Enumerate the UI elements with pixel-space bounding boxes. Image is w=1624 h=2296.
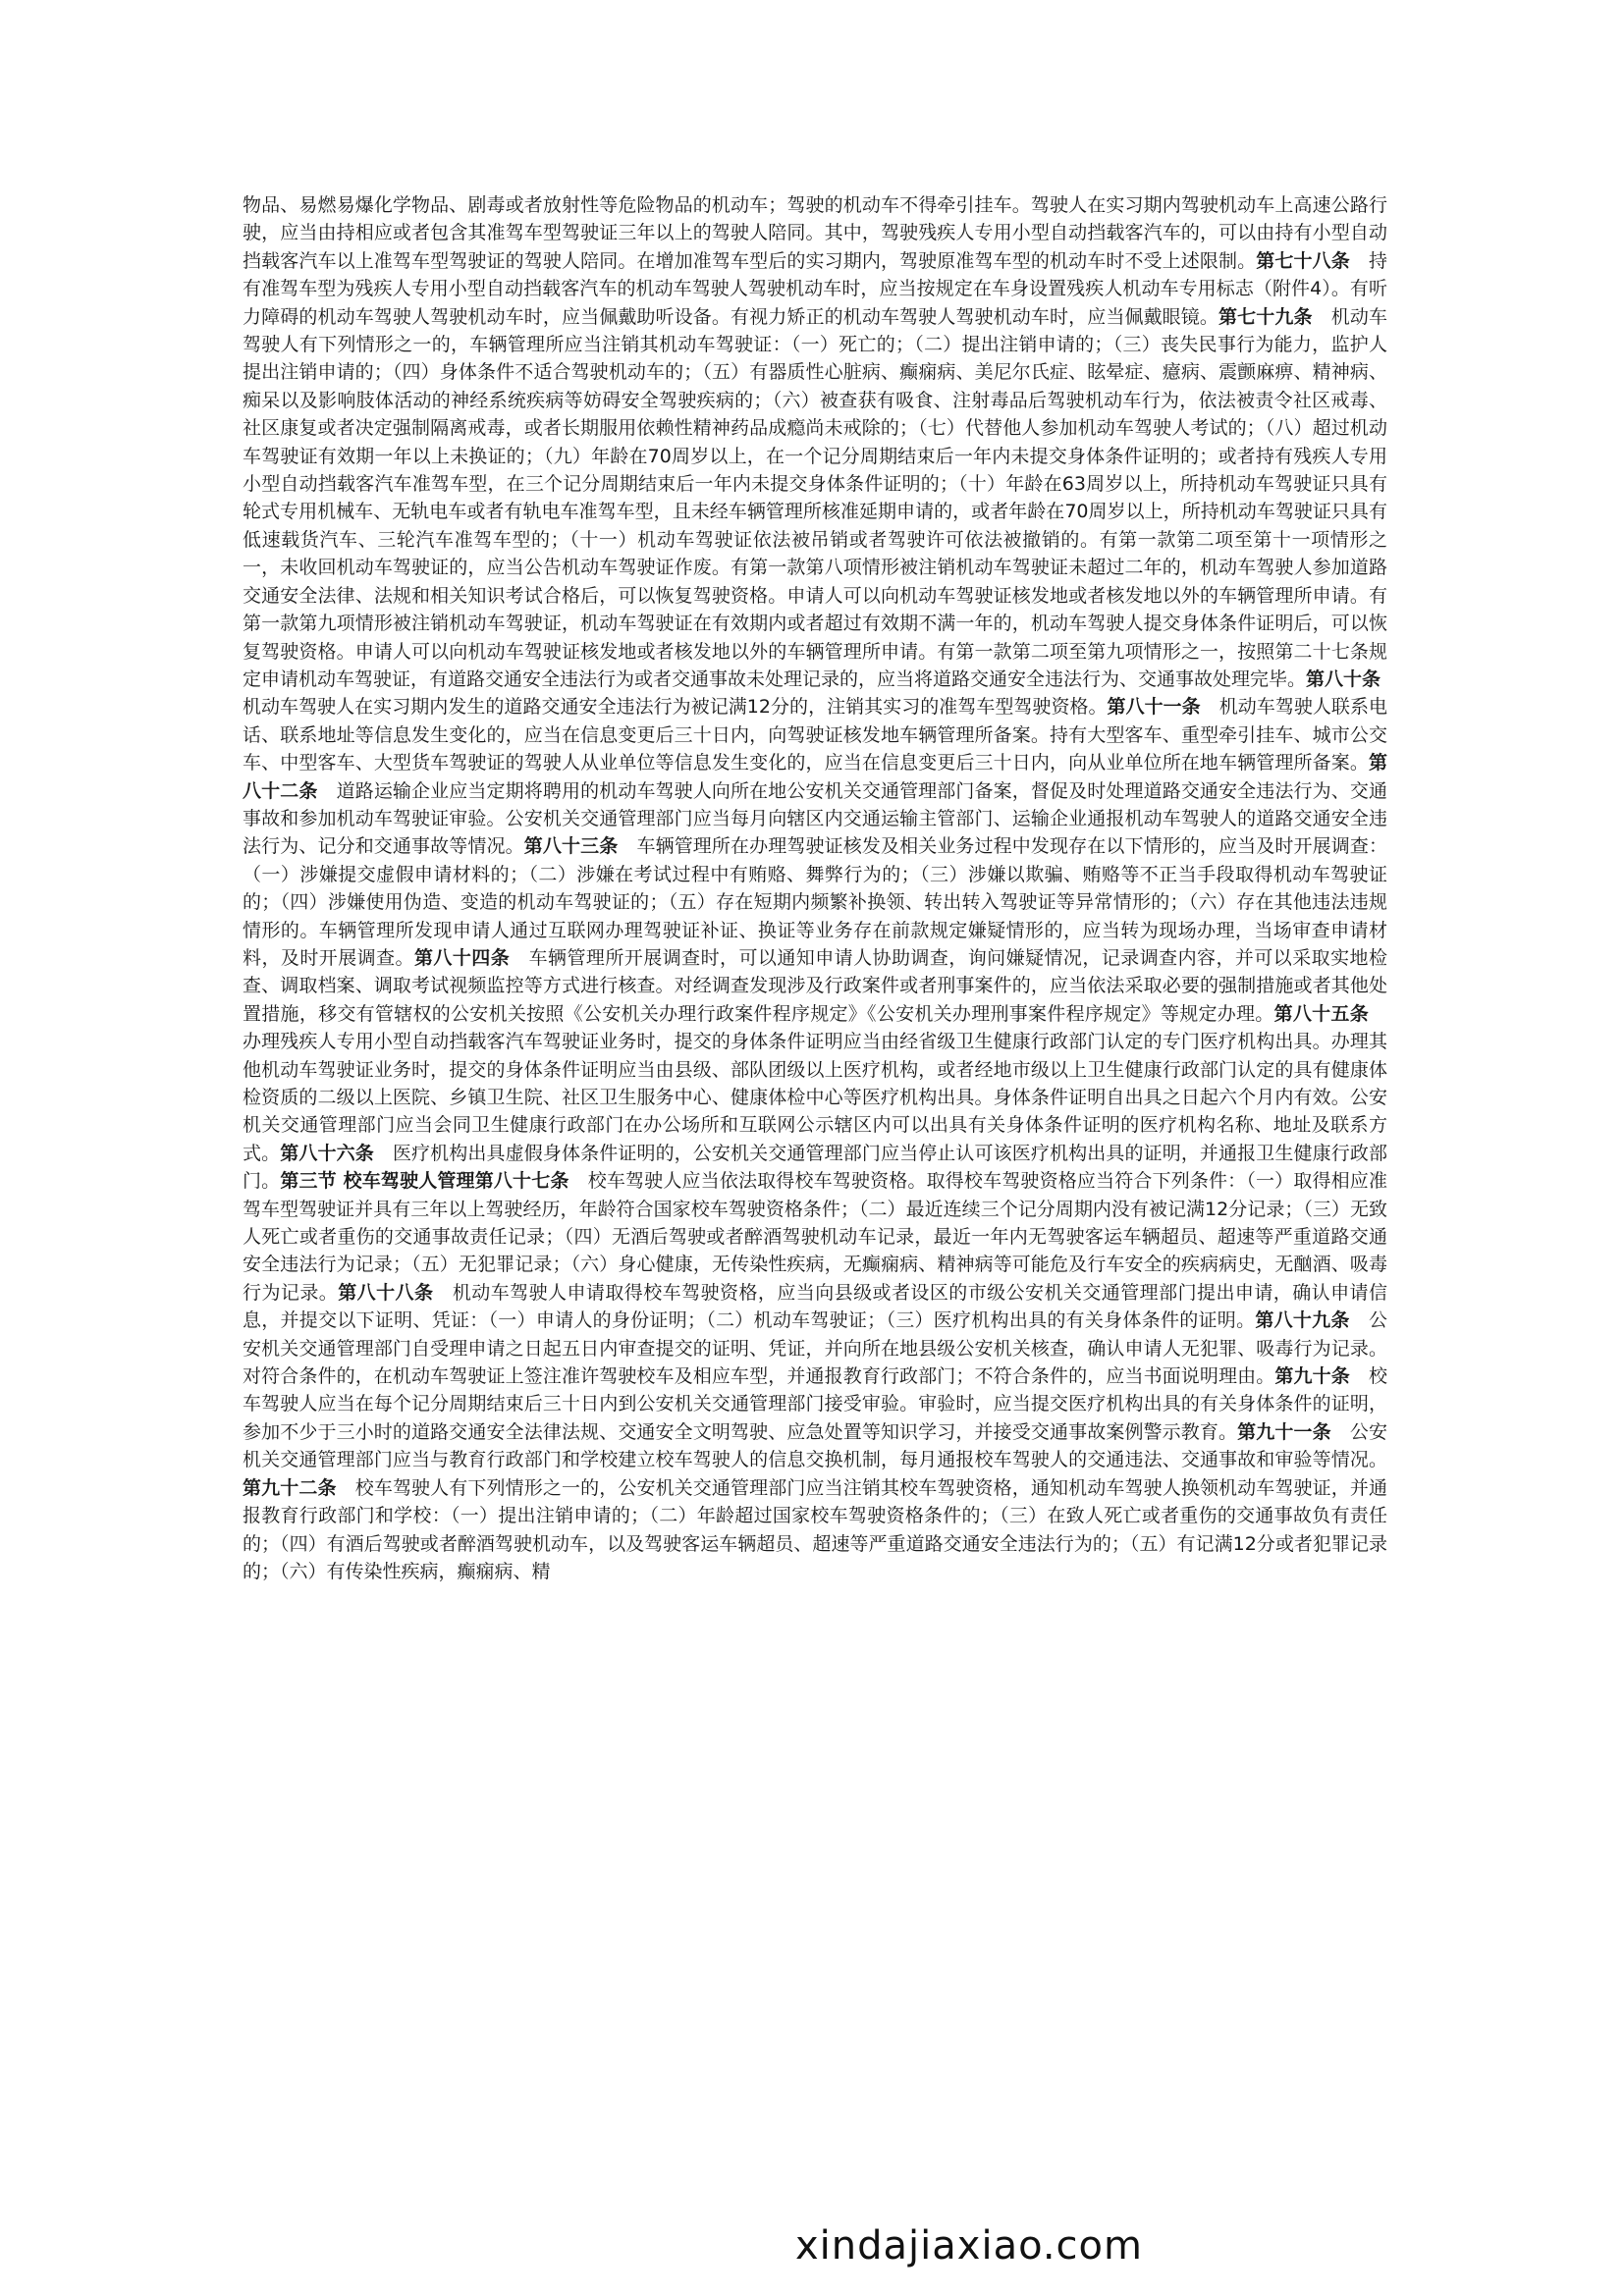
article-heading: 第八十二条 — [243, 752, 1387, 802]
article-text: 持有准驾车型为残疾人专用小型自动挡载客汽车的机动车驾驶人驾驶机动车时，应当按规定在车身设置残疾人机动车专用标志（附件4）。有听力障碍的机动车驾驶人驾驶机动车时，应当佩戴助听设备。有视力矫正的机动车驾驶人驾驶机动车时，应当佩戴眼镜。 — [243, 249, 1387, 328]
article-heading: 第八十条 — [1306, 667, 1381, 690]
article-heading: 第七十八条 — [1256, 249, 1350, 272]
article-text: 道路运输企业应当定期将聘用的机动车驾驶人向所在地公安机关交通管理部门备案，督促及时处理道路交通安全违法行为、交通事故和参加机动车驾驶证审验。公安机关交通管理部门应当每月向辖区内交通运输主管部门、运输企业通报机动车驾驶人的道路交通安全违法行为、记分和交通事故等情况。 — [243, 779, 1387, 858]
article-text: 车辆管理所在办理驾驶证核发及相关业务过程中发现存在以下情形的，应当及时开展调查：（一）涉嫌提交虚假申请材料的；（二）涉嫌在考试过程中有贿赂、舞弊行为的；（三）涉嫌以欺骗、贿赂等不正当手段取得机动车驾驶证的；（四）涉嫌使用伪造、变造的机动车驾驶证的；（五）存在短期内频繁补换领、转出转入驾驶证等异常情形的；（六）存在其他违法违规情形的。车辆管理所发现申请人通过互联网办理驾驶证补证、换证等业务存在前款规定嫌疑情形的，应当转为现场办理，当场审查申请材料，及时开展调查。 — [243, 835, 1387, 969]
article-text: 校车驾驶人有下列情形之一的，公安机关交通管理部门应当注销其校车驾驶资格，通知机动车驾驶人换领机动车驾驶证，并通报教育行政部门和学校：（一）提出注销申请的；（二）年龄超过国家校车驾驶资格条件的；（三）在致人死亡或者重伤的交通事故负有责任的；（四）有酒后驾驶或者醉酒驾驶机动车，以及驾驶客运车辆超员、超速等严重道路交通安全违法行为的；（五）有记满12分或者犯罪记录的；（六）有传染性疾病，癫痫病、精 — [243, 1476, 1387, 1582]
regulation-body-text — [243, 191, 1400, 1585]
article-heading: 第七十九条 — [1218, 305, 1313, 328]
article-heading: 第九十二条 — [243, 1476, 337, 1499]
article-heading: 第八十三条 — [523, 835, 619, 858]
article-heading: 第八十六条 — [280, 1142, 374, 1164]
article-text: 车辆管理所开展调查时，可以通知申请人协助调查，询问嫌疑情况，记录调查内容，并可以采取实地检查、调取档案、调取考试视频监控等方式进行核查。对经调查发现涉及行政案件或者刑事案件的，应当依法采取必要的强制措施或者其他处置措施，移交有管辖权的公安机关按照《公安机关办理行政案件程序规定》《公安机关办理刑事案件程序规定》等规定办理。 — [243, 946, 1387, 1025]
article-text: 校车驾驶人应当依法取得校车驾驶资格。取得校车驾驶资格应当符合下列条件：（一）取得相应准驾车型驾驶证并具有三年以上驾驶经历，年龄符合国家校车驾驶资格条件；（二）最近连续三个记分周期内没有被记满12分记录；（三）无致人死亡或者重伤的交通事故责任记录；（四）无酒后驾驶或者醉酒驾驶机动车记录，最近一年内无驾驶客运车辆超员、超速等严重道路交通安全违法行为记录；（五）无犯罪记录；（六）身心健康，无传染性疾病，无癫痫病、精神病等可能危及行车安全的疾病病史，无酗酒、吸毒行为记录。 — [243, 1170, 1387, 1304]
article-text: 公安机关交通管理部门应当与教育行政部门和学校建立校车驾驶人的信息交换机制，每月通报校车驾驶人的交通违法、交通事故和审验等情况。 — [243, 1420, 1387, 1471]
article-heading: 第八十八条 — [338, 1281, 434, 1304]
article-text: 校车驾驶人应当在每个记分周期结束后三十日内到公安机关交通管理部门接受审验。审验时，应当提交医疗机构出具的有关身体条件的证明，参加不少于三小时的道路交通安全法律法规、交通安全文明驾驶、应急处置等知识学习，并接受交通事故案例警示教育。 — [243, 1365, 1387, 1443]
article-heading: 第八十一条 — [1107, 696, 1201, 719]
article-text: 公安机关交通管理部门自受理申请之日起五日内审查提交的证明、凭证，并向所在地县级公安机关核查，确认申请人无犯罪、吸毒行为记录。对符合条件的，在机动车驾驶证上签注准许驾驶校车及相应车型，并通报教育行政部门；不符合条件的，应当书面说明理由。 — [243, 1309, 1387, 1388]
article-text: 办理残疾人专用小型自动挡载客汽车驾驶证业务时，提交的身体条件证明应当由经省级卫生健康行政部门认定的专门医疗机构出具。办理其他机动车驾驶证业务时，提交的身体条件证明应当由县级、部队团级以上医疗机构，或者经地市级以上卫生健康行政部门认定的具有健康体检资质的二级以上医院、乡镇卫生院、社区卫生服务中心、健康体检中心等医疗机构出具。身体条件证明自出具之日起六个月内有效。公安机关交通管理部门应当会同卫生健康行政部门在办公场所和互联网公示辖区内可以出具有关身体条件证明的医疗机构名称、地址及联系方式。 — [243, 1002, 1387, 1164]
article-text: 机动车驾驶人在实习期内发生的道路交通安全违法行为被记满12分的，注销其实习的准驾车型驾驶资格。 — [243, 667, 1400, 719]
article-text: 机动车驾驶人联系电话、联系地址等信息发生变化的，应当在信息变更后三十日内，向驾驶证核发地车辆管理所备案。持有大型客车、重型牵引挂车、城市公交车、中型客车、大型货车驾驶证的驾驶人从业单位等信息发生变化的，应当在信息变更后三十日内，向从业单位所在地车辆管理所备案。 — [243, 696, 1387, 774]
article-heading: 第九十一条 — [1237, 1420, 1331, 1443]
site-watermark-url: xindajiaxiao.com — [795, 2223, 1143, 2269]
article-text: 机动车驾驶人申请取得校车驾驶资格，应当向县级或者设区的市级公安机关交通管理部门提出申请，确认申请信息，并提交以下证明、凭证：（一）申请人的身份证明；（二）机动车驾驶证；（三）医疗机构出具的有关身体条件的证明。 — [243, 1281, 1387, 1332]
article-heading: 第八十四条 — [413, 946, 511, 969]
article-heading: 第八十五条 — [1273, 1002, 1369, 1025]
article-text: 医疗机构出具虚假身体条件证明的，公安机关交通管理部门应当停止认可该医疗机构出具的证明，并通报卫生健康行政部门。 — [243, 1142, 1387, 1193]
article-text: 机动车驾驶人有下列情形之一的，车辆管理所应当注销其机动车驾驶证：（一）死亡的；（二）提出注销申请的；（三）丧失民事行为能力，监护人提出注销申请的；（四）身体条件不适合驾驶机动车的；（五）有器质性心脏病、癫痫病、美尼尔氏症、眩晕症、癔病、震颤麻痹、精神病、痴呆以及影响肢体活动的神经系统疾病等妨碍安全驾驶疾病的；（六）被查获有吸食、注射毒品后驾驶机动车行为，依法被责令社区戒毒、社区康复或者决定强制隔离戒毒，或者长期服用依赖性精神药品成瘾尚未戒除的；（七）代替他人参加机动车驾驶人考试的；（八）超过机动车驾驶证有效期一年以上未换证的；（九）年龄在70周岁以上，在一个记分周期结束后一年内未提交身体条件证明的；或者持有残疾人专用小型自动挡载客汽车准驾车型，在三个记分周期结束后一年内未提交身体条件证明的；（十）年龄在63周岁以上，所持机动车驾驶证只具有轮式专用机械车、无轨电车或者有轨电车准驾车型，且未经车辆管理所核准延期申请的，或者年龄在70周岁以上，所持机动车驾驶证只具有低速载货汽车、三轮汽车准驾车型的；（十一）机动车驾驶证依法被吊销或者驾驶许可依法被撤销的。有第一款第二项至第十一项情形之一，未收回机动车驾驶证的，应当公告机动车驾驶证作废。有第一款第八项情形被注销机动车驾驶证未超过二年的，机动车驾驶人参加道路交通安全法律、法规和相关知识考试合格后，可以恢复驾驶资格。申请人可以向机动车驾驶证核发地或者核发地以外的车辆管理所申请。有第一款第九项情形被注销机动车驾驶证，机动车驾驶证在有效期内或者超过有效期不满一年的，机动车驾驶人提交身体条件证明后，可以恢复驾驶资格。申请人可以向机动车驾驶证核发地或者核发地以外的车辆管理所申请。有第一款第二项至第九项情形之一，按照第二十七条规定申请机动车驾驶证，有道路交通安全违法行为或者交通事故未处理记录的，应当将道路交通安全违法行为、交通事故处理完毕。 — [243, 305, 1387, 690]
article-heading: 第三节 校车驾驶人管理第八十七条 — [280, 1170, 569, 1193]
article-heading: 第八十九条 — [1255, 1309, 1350, 1332]
article-text: 物品、易燃易爆化学物品、剧毒或者放射性等危险物品的机动车；驾驶的机动车不得牵引挂车。驾驶人在实习期内驾驶机动车上高速公路行驶，应当由持相应或者包含其准驾车型驾驶证三年以上的驾驶人陪同。其中，驾驶残疾人专用小型自动挡载客汽车的，可以由持有小型自动挡载客汽车以上准驾车型驾驶证的驾驶人陪同。在增加准驾车型后的实习期内，驾驶原准驾车型的机动车时不受上述限制。 — [243, 194, 1387, 272]
article-heading: 第九十条 — [1274, 1365, 1350, 1388]
